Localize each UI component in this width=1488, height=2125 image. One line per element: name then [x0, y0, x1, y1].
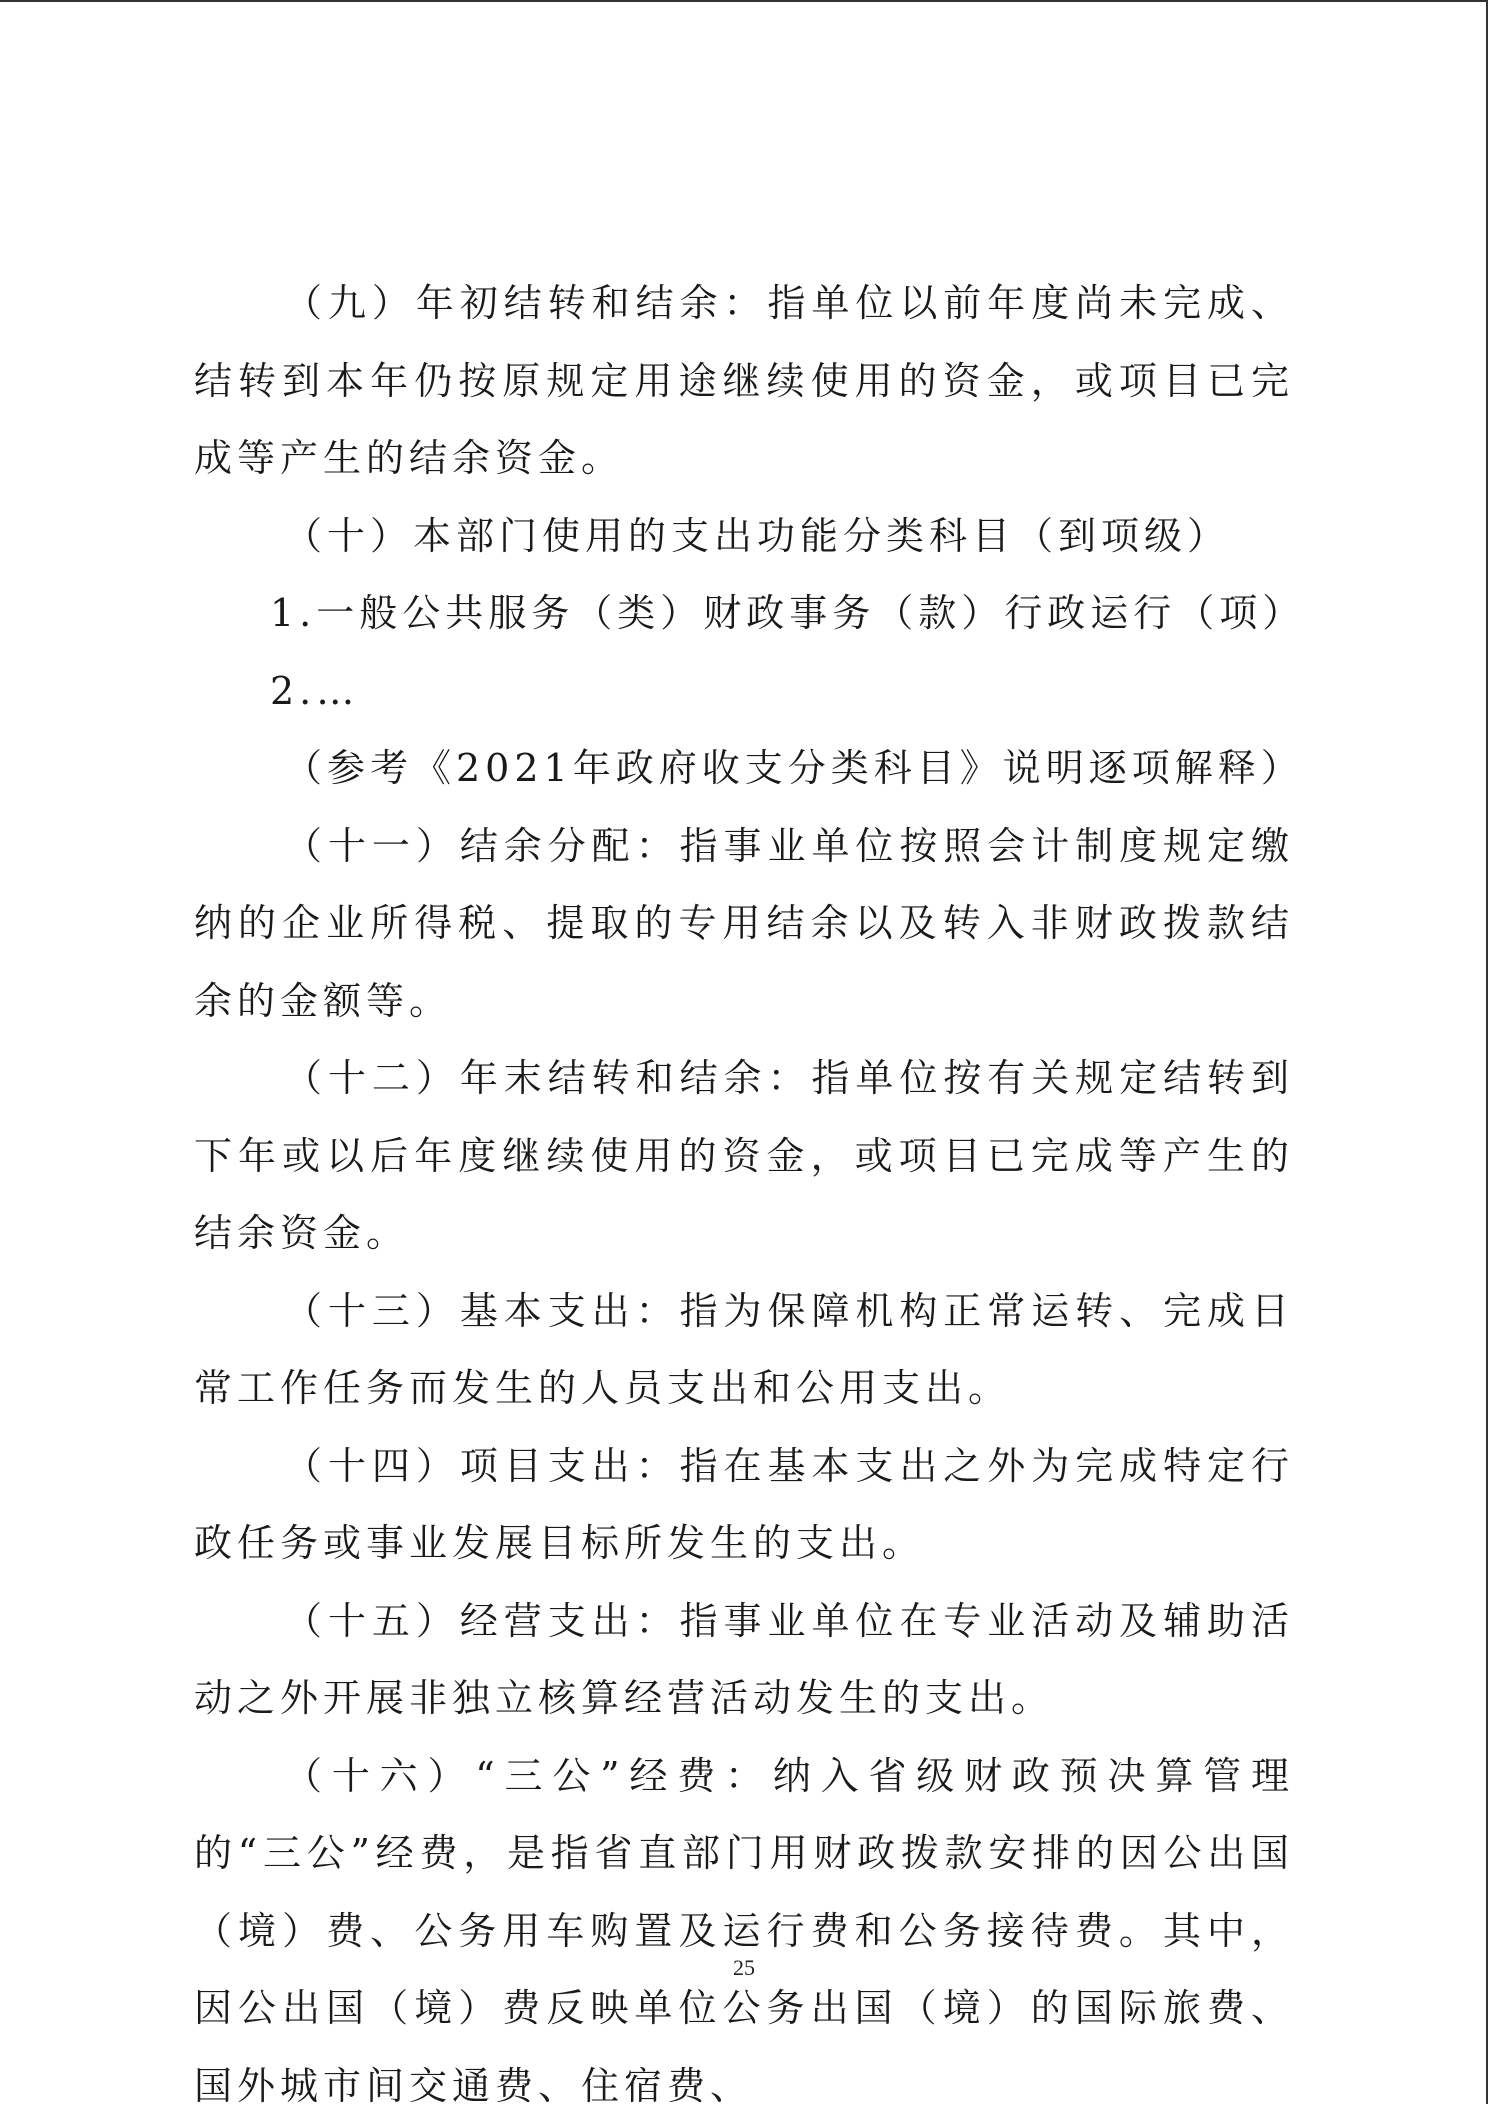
paragraph-operating-expenditure: （十五）经营支出：指事业单位在专业活动及辅助活动之外开展非独立核算经营活动发生的支出。	[194, 1583, 1294, 1738]
paragraph-project-expenditure: （十四）项目支出：指在基本支出之外为完成特定行政任务或事业发展目标所发生的支出。	[194, 1428, 1294, 1583]
paragraph-expenditure-categories: （十）本部门使用的支出功能分类科目（到项级）	[194, 498, 1294, 576]
paragraph-surplus-distribution: （十一）结余分配：指事业单位按照会计制度规定缴纳的企业所得税、提取的专用结余以及转入非财政拨款结余的金额等。	[194, 808, 1294, 1041]
paragraph-reference-note: （参考《2021年政府收支分类科目》说明逐项解释）	[194, 730, 1294, 808]
paragraph-basic-expenditure: （十三）基本支出：指为保障机构正常运转、完成日常工作任务而发生的人员支出和公用支出。	[194, 1273, 1294, 1428]
list-item: 2.…	[194, 653, 1294, 731]
paragraph-year-end-balance: （十二）年末结转和结余：指单位按有关规定结转到下年或以后年度继续使用的资金，或项目已完成等产生的结余资金。	[194, 1040, 1294, 1273]
list-item: 1.一般公共服务（类）财政事务（款）行政运行（项）	[194, 575, 1294, 653]
paragraph-three-public-expenses: （十六）“三公”经费：纳入省级财政预决算管理的“三公”经费，是指省直部门用财政拨款安排的因公出国（境）费、公务用车购置及运行费和公务接待费。其中，因公出国（境）费反映单位公务出国（境）的国际旅费、国外城市间交通费、住宿费、	[194, 1738, 1294, 2125]
page-number: 25	[0, 1955, 1488, 1981]
paragraph-carryover-balance: （九）年初结转和结余：指单位以前年度尚未完成、结转到本年仍按原规定用途继续使用的资金，或项目已完成等产生的结余资金。	[194, 265, 1294, 498]
document-body	[194, 265, 1294, 2125]
